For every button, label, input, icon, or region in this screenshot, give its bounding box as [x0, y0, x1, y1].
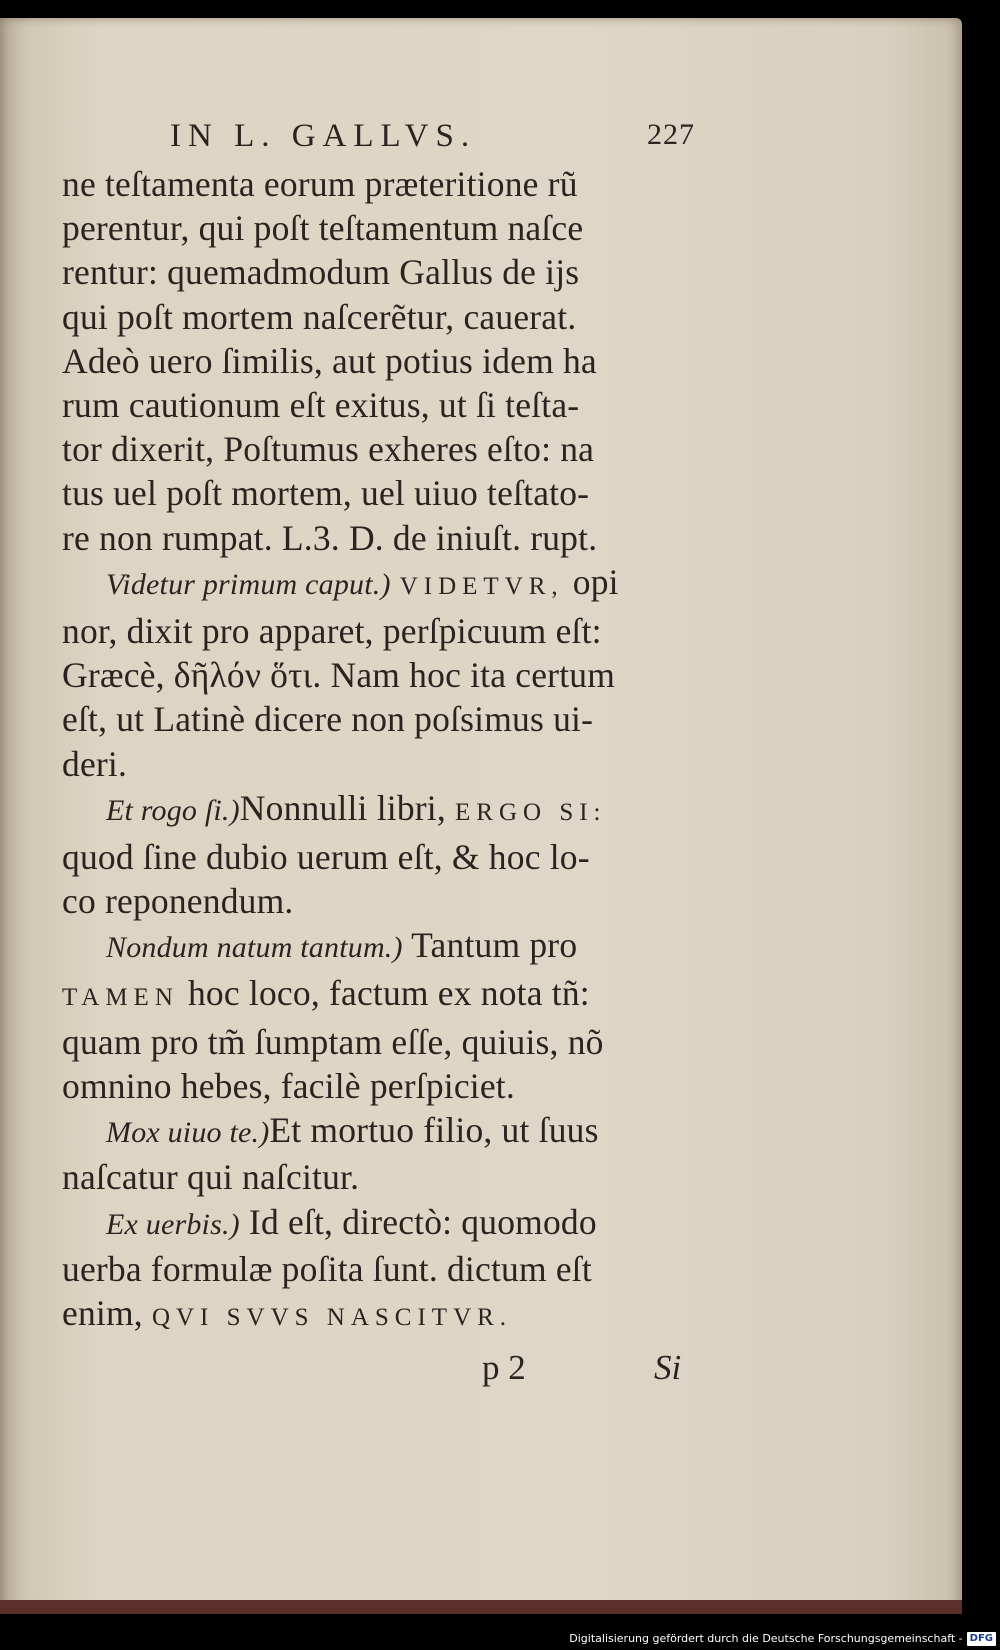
text-line: rentur: quemadmodum Gallus de ijs	[62, 252, 580, 293]
text-line: re non rumpat. L.3. D. de iniuſt. rupt.	[62, 517, 598, 558]
page-edge	[0, 1600, 962, 1614]
dfg-logo-icon: DFG	[967, 1632, 996, 1646]
text-line: quam pro tm̃ ſumptam eſſe, quiuis, nõ	[62, 1021, 604, 1062]
text-line: tus uel poſt mortem, uel uiuo teſtato-	[62, 473, 590, 514]
text-line: Græcè, δῆλόν ὅτι. Nam hoc ita certum	[62, 655, 616, 696]
text-line: uerba formulæ poſita ſunt. dictum eſt	[62, 1248, 592, 1289]
text-line: naſcatur qui naſcitur.	[62, 1157, 360, 1198]
page-text	[62, 118, 702, 1396]
running-title: IN L. GALLVS.	[170, 118, 477, 154]
lemma: Videtur primum caput.)	[106, 567, 391, 601]
text-line: ne teſtamenta eorum præteritione rũ	[62, 164, 578, 204]
text-line: Et rogo ſi.)Nonnulli libri, ERGO SI:	[106, 787, 607, 828]
text-line: nor, dixit pro apparet, perſpicuum eſt:	[62, 611, 602, 652]
catchword: Si	[654, 1348, 682, 1388]
credit-text: Digitalisierung gefördert durch die Deutsche Forschungsgemeinschaft -	[569, 1632, 963, 1645]
lemma: Et rogo ſi.)	[106, 793, 240, 827]
small-caps: ERGO SI:	[455, 798, 607, 826]
text-line: perentur, qui poſt teſtamentum naſce	[62, 208, 584, 249]
text-line: Videtur primum caput.) VIDETVR, opi	[106, 561, 619, 602]
lemma: Mox uiuo te.)	[106, 1116, 270, 1150]
digitization-credit	[569, 1630, 996, 1648]
text-line: tor dixerit, Poſtumus exheres eſto: na	[62, 429, 595, 470]
lemma: Nondum natum tantum.)	[106, 931, 403, 965]
text-line: eſt, ut Latinè dicere non poſsimus ui-	[62, 699, 594, 740]
text-line: co reponendum.	[62, 881, 294, 922]
text-line: omnino hebes, facilè perſpiciet.	[62, 1066, 515, 1107]
small-caps: QVI SVVS NASCITVR.	[151, 1304, 513, 1332]
page-header	[62, 118, 702, 162]
page-footer	[62, 1348, 702, 1396]
small-caps: VIDETVR,	[399, 572, 564, 600]
folio-number: 227	[647, 118, 695, 151]
text-line: Ex uerbis.) Id eſt, directò: quomodo	[106, 1201, 597, 1242]
text-body	[62, 162, 702, 1340]
text-line: Mox uiuo te.)Et mortuo filio, ut ſuus	[106, 1110, 599, 1151]
text-line: deri.	[62, 743, 128, 784]
signature-mark: p 2	[482, 1348, 526, 1388]
text-line: Adeò uero ſimilis, aut potius idem ha	[62, 340, 597, 381]
text-line: qui poſt mortem naſcerẽtur, cauerat.	[62, 296, 577, 337]
text-line: quod ſine dubio uerum eſt, & hoc lo-	[62, 837, 590, 878]
text-line: Nondum natum tantum.) Tantum pro	[106, 925, 578, 966]
text-line: TAMEN hoc loco, factum ex nota tñ:	[62, 972, 590, 1013]
book-page	[0, 18, 962, 1610]
small-caps: TAMEN	[62, 983, 179, 1011]
text-line: rum cautionum eſt exitus, ut ſi teſta-	[62, 385, 580, 426]
text-line: enim, QVI SVVS NASCITVR.	[62, 1293, 513, 1334]
lemma: Ex uerbis.)	[106, 1207, 240, 1241]
